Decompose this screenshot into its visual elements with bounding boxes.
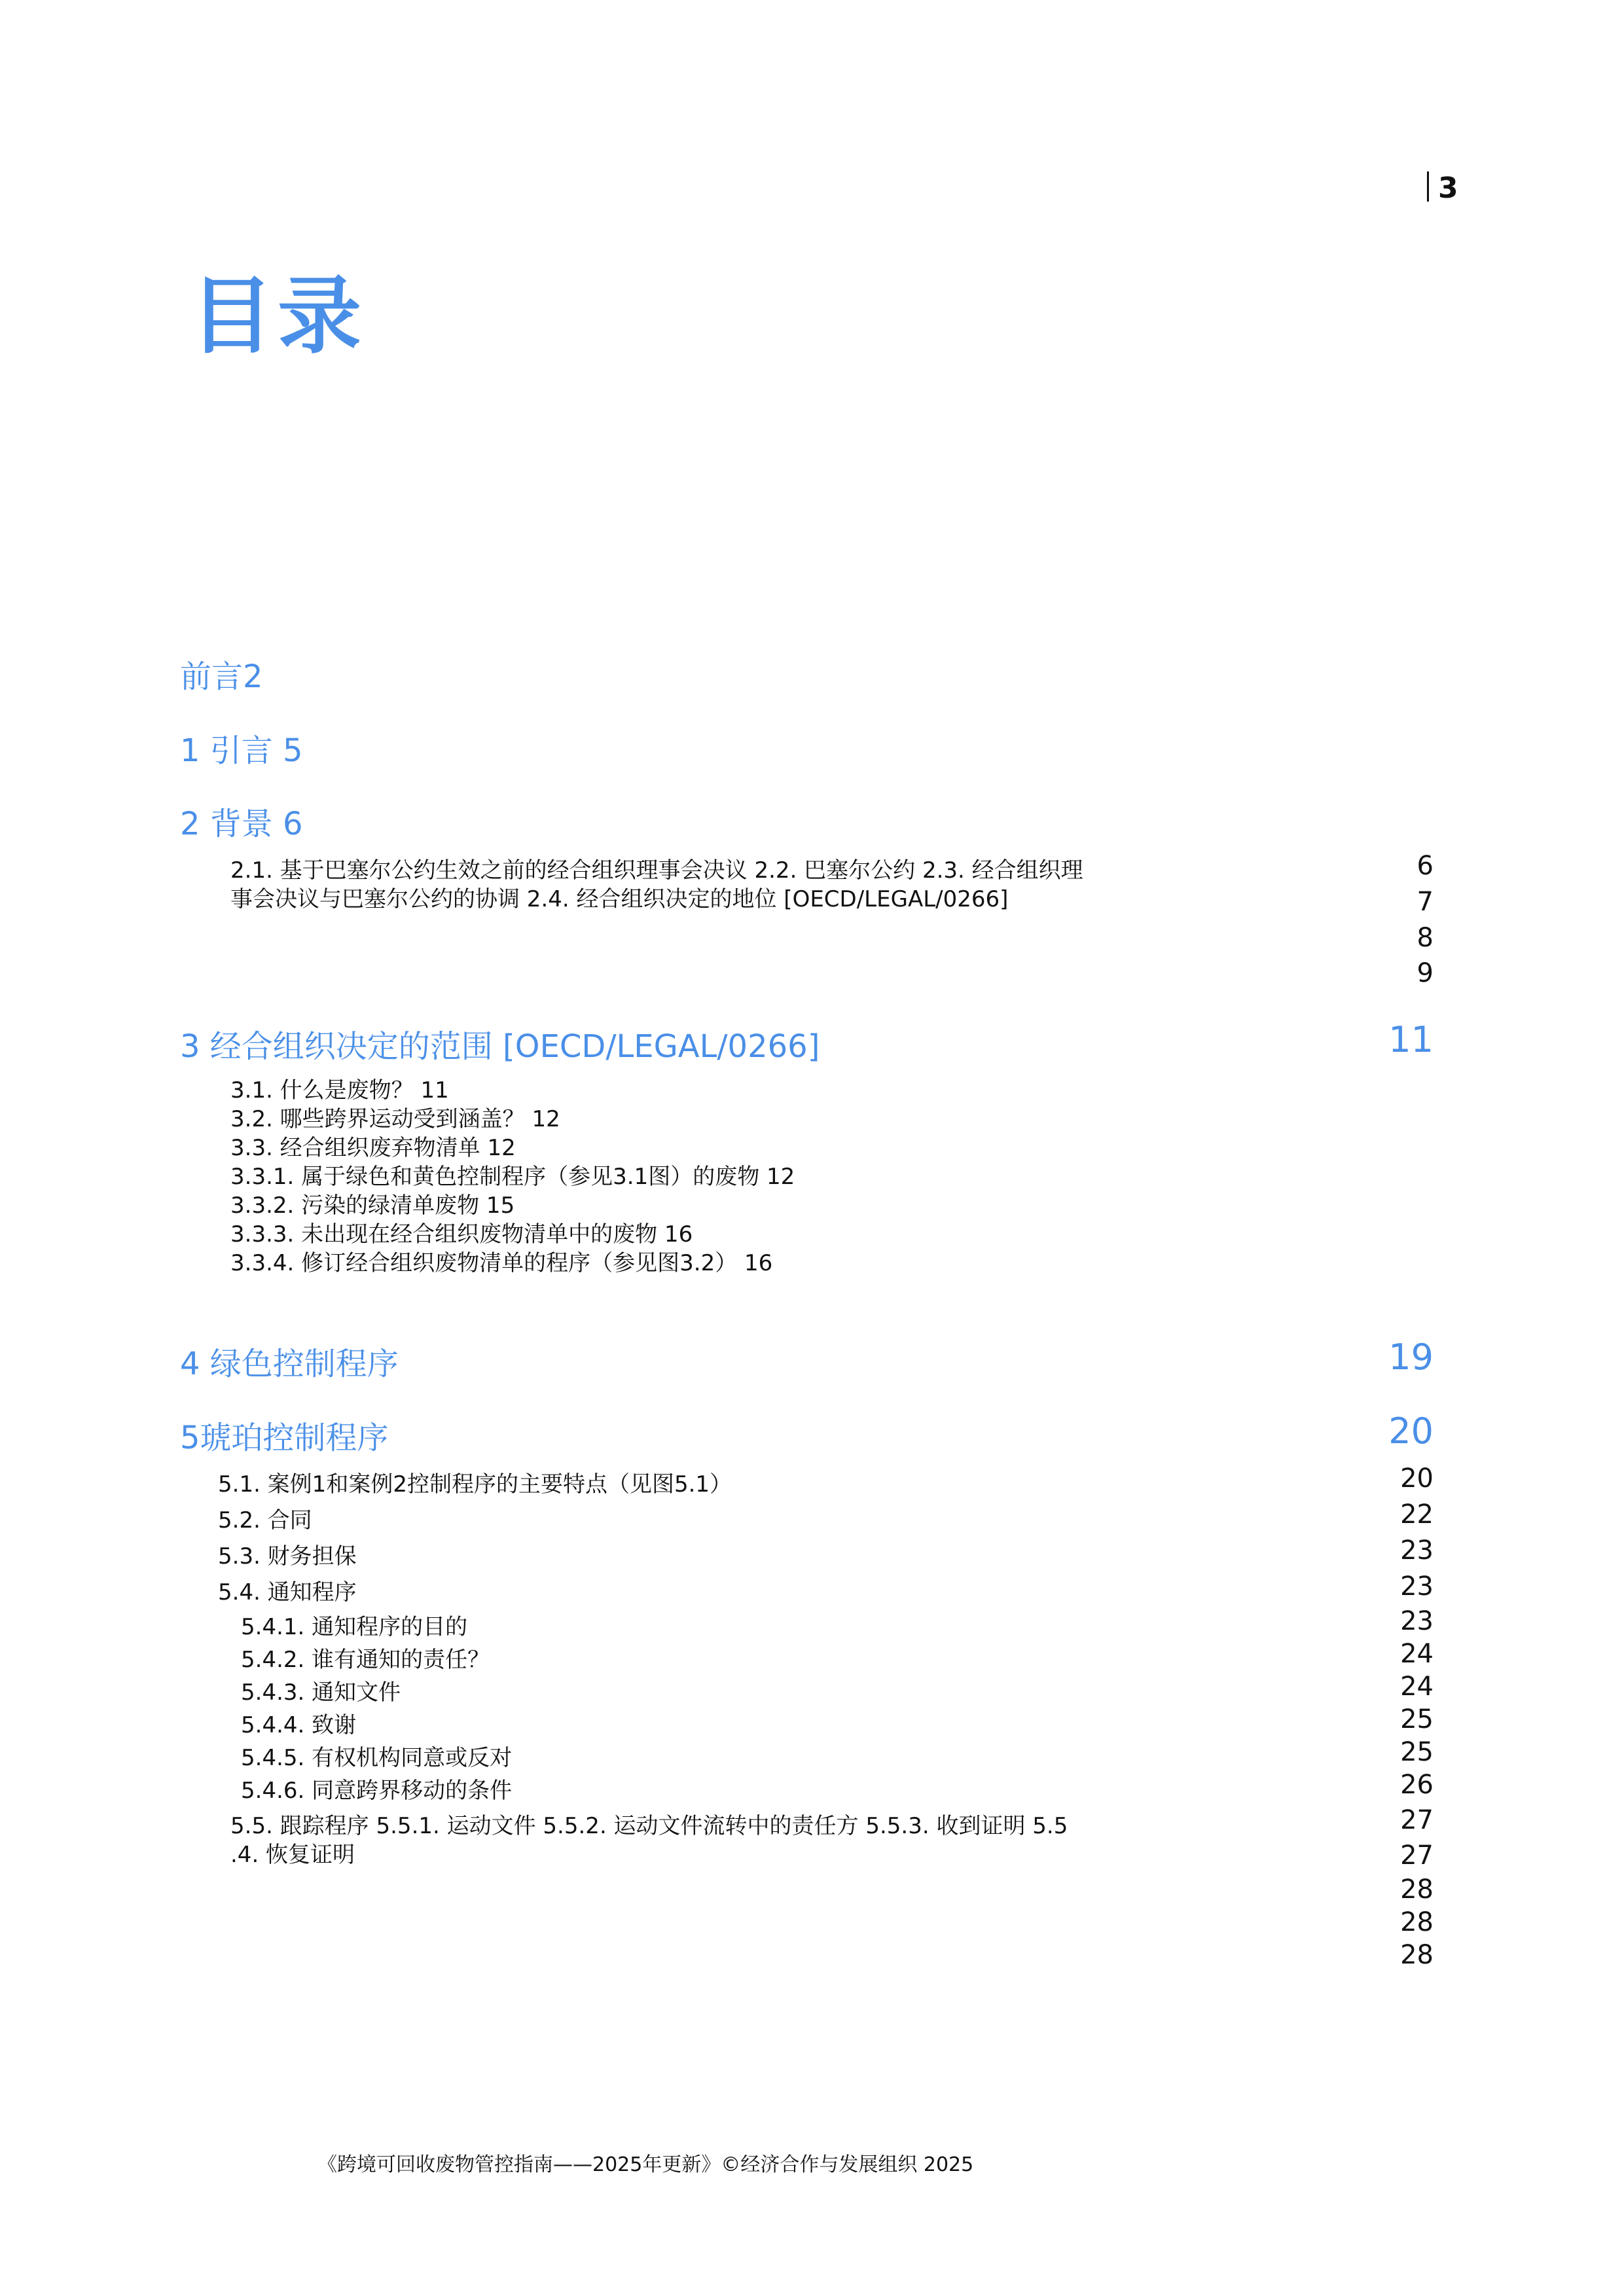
- toc-chapter-4[interactable]: 4 绿色控制程序: [180, 1346, 399, 1382]
- toc-chapter-3[interactable]: 3 经合组织决定的范围 [OECD/LEGAL/0266]: [180, 1028, 820, 1065]
- toc-ch5-item-page: 23: [1400, 1571, 1434, 1602]
- toc-ch5-5-line1[interactable]: 5.5. 跟踪程序 5.5.1. 运动文件 5.5.2. 运动文件流转中的责任方 5.5.3. 收到证明 5.5: [230, 1813, 1068, 1839]
- toc-chapter-5-page: 20: [1388, 1410, 1434, 1452]
- toc-ch5-item-page: 24: [1400, 1672, 1434, 1702]
- toc-ch2-page: 8: [1416, 923, 1434, 953]
- toc-ch5-5-page: 28: [1400, 1874, 1434, 1905]
- toc-chapter-4-page: 19: [1388, 1336, 1434, 1378]
- toc-ch5-item[interactable]: 5.4.4. 致谢: [241, 1712, 357, 1738]
- toc-ch2-sub-line2[interactable]: 事会决议与巴塞尔公约的协调 2.4. 经合组织决定的地位 [OECD/LEGAL/0266]: [230, 886, 1009, 912]
- toc-chapter-5[interactable]: 5琥珀控制程序: [180, 1420, 389, 1456]
- toc-chapter-3-page: 11: [1388, 1019, 1434, 1060]
- page-number: [1427, 171, 1458, 205]
- toc-ch2-page: 6: [1416, 851, 1434, 881]
- toc-ch5-item[interactable]: 5.3. 财务担保: [218, 1543, 357, 1570]
- toc-ch2-page: 9: [1416, 958, 1434, 988]
- toc-ch3-item[interactable]: 3.3.1. 属于绿色和黄色控制程序（参见3.1图）的废物 12: [230, 1164, 795, 1190]
- toc-ch5-item[interactable]: 5.4.5. 有权机构同意或反对: [241, 1745, 513, 1771]
- toc-ch5-5-page: 27: [1400, 1805, 1434, 1835]
- toc-ch5-item[interactable]: 5.4.1. 通知程序的目的: [241, 1614, 468, 1640]
- toc-ch5-item-page: 26: [1400, 1770, 1434, 1800]
- toc-ch5-5-page: 28: [1400, 1940, 1434, 1970]
- toc-ch5-5-page: 28: [1400, 1907, 1434, 1937]
- toc-preface[interactable]: 前言2: [180, 658, 263, 695]
- toc-ch3-item[interactable]: 3.2. 哪些跨界运动受到涵盖？ 12: [230, 1106, 560, 1132]
- toc-ch5-item-page: 25: [1400, 1737, 1434, 1767]
- toc-ch5-item-page: 25: [1400, 1704, 1434, 1734]
- toc-ch5-item[interactable]: 5.1. 案例1和案例2控制程序的主要特点（见图5.1）: [218, 1471, 732, 1498]
- toc-ch5-item[interactable]: 5.4. 通知程序: [218, 1579, 357, 1605]
- toc-chapter-1[interactable]: 1 引言 5: [180, 732, 303, 769]
- page-title: 目录: [190, 268, 366, 365]
- toc-ch3-item[interactable]: 3.3. 经合组织废弃物清单 12: [230, 1135, 516, 1161]
- page-number-divider: [1427, 171, 1429, 202]
- toc-ch3-item[interactable]: 3.1. 什么是废物？ 11: [230, 1077, 449, 1103]
- toc-ch2-page: 7: [1416, 887, 1434, 917]
- toc-ch2-sub-line1[interactable]: 2.1. 基于巴塞尔公约生效之前的经合组织理事会决议 2.2. 巴塞尔公约 2.3. 经合组织理: [230, 857, 1083, 884]
- toc-ch5-item[interactable]: 5.4.2. 谁有通知的责任？: [241, 1647, 490, 1673]
- toc-ch3-item[interactable]: 3.3.4. 修订经合组织废物清单的程序（参见图3.2） 16: [230, 1250, 773, 1276]
- toc-ch3-item[interactable]: 3.3.2. 污染的绿清单废物 15: [230, 1193, 515, 1219]
- toc-ch5-item[interactable]: 5.4.3. 通知文件: [241, 1679, 401, 1706]
- page-number-text: 3: [1438, 171, 1458, 205]
- toc-ch3-item[interactable]: 3.3.3. 未出现在经合组织废物清单中的废物 16: [230, 1221, 693, 1247]
- toc-ch5-5-page: 27: [1400, 1840, 1434, 1871]
- toc-ch5-item[interactable]: 5.4.6. 同意跨界移动的条件: [241, 1778, 513, 1804]
- toc-ch5-item-page: 20: [1400, 1463, 1434, 1494]
- toc-ch5-item-page: 23: [1400, 1535, 1434, 1566]
- toc-ch5-item-page: 24: [1400, 1639, 1434, 1669]
- toc-chapter-2[interactable]: 2 背景 6: [180, 806, 303, 842]
- toc-ch5-item-page: 22: [1400, 1499, 1434, 1530]
- toc-ch5-5-line2[interactable]: .4. 恢复证明: [230, 1842, 355, 1868]
- toc-ch5-item[interactable]: 5.2. 合同: [218, 1507, 312, 1534]
- page-footer: 《跨境可回收废物管控指南——2025年更新》©经济合作与发展组织 2025: [317, 2153, 974, 2176]
- toc-ch5-item-page: 23: [1400, 1606, 1434, 1636]
